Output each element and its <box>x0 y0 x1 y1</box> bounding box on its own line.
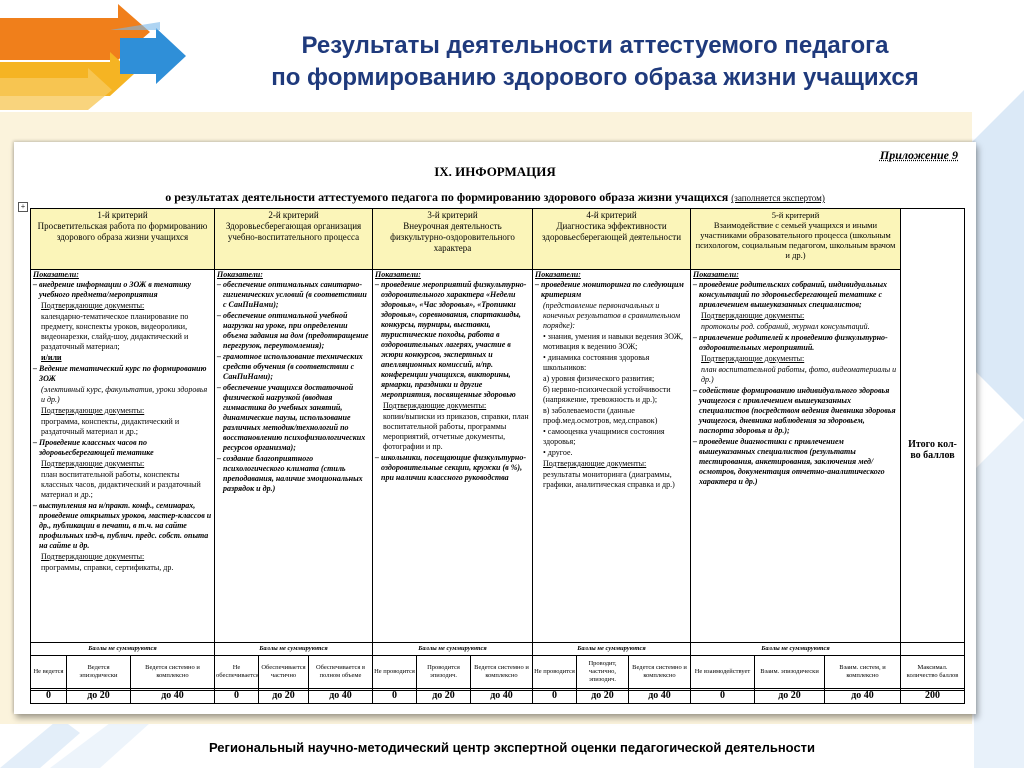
indicator-item: Подтверждающие документы: <box>701 311 805 320</box>
score-value-cell: 0 <box>31 689 67 704</box>
indicators-label: Показатели: <box>535 270 581 279</box>
decorative-arrows <box>0 0 200 110</box>
criterion-number: 4-й критерий <box>586 210 637 220</box>
criterion-number: 2-й критерий <box>268 210 319 220</box>
document-subtitle-text: о результатах деятельности аттестуемого педагога по формированию здорового образа жизни учащихся <box>165 190 729 204</box>
indicator-item: а) уровня физического развития; <box>543 374 655 383</box>
footer-text: Региональный научно-методический центр экспертной оценки педагогической деятельности <box>208 740 816 755</box>
indicator-item: – грамотное использование технических средств обучения (в соответствии с СанПиНами); <box>217 352 363 381</box>
indicator-list <box>375 280 530 483</box>
score-value-cell: до 20 <box>755 689 825 704</box>
score-value-cell: 0 <box>533 689 577 704</box>
score-values-row <box>31 689 965 704</box>
indicator-item: – проведение родительских собраний, индивидуальных консультаций по здоровьесберегающей тематике с привлечением вышеуказанных специалистов; <box>693 280 888 309</box>
slide-title <box>200 30 990 94</box>
criterion-number: 1-й критерий <box>97 210 148 220</box>
score-value-cell: до 40 <box>825 689 901 704</box>
score-label-cell: Проводит, частично, эпизодич. <box>577 656 629 689</box>
indicator-list <box>535 280 688 490</box>
score-label-cell: Ведется эпизодически <box>67 656 131 689</box>
criterion-2-indicators <box>215 270 373 691</box>
criterion-4-header <box>533 209 691 270</box>
indicator-item: Подтверждающие документы: <box>543 459 647 468</box>
indicator-list <box>693 280 898 487</box>
criterion-number: 5-й критерий <box>771 210 820 220</box>
document-scan <box>14 142 976 714</box>
indicator-list <box>33 280 212 573</box>
indicator-item: – содействие формированию индивидуального здоровья учащегося с привлечением вышеуказанных специалистов (посредством ведения дневника здоровья учащегося, дневника наблюдения за здоровьем, паспорта здоровья и др.); <box>693 386 896 435</box>
indicator-item: (элективный курс, факультатив, уроки здоровья и др.) <box>41 385 208 404</box>
appendix-label: Приложение 9 <box>879 148 958 162</box>
score-label-cell: Обеспечивается частично <box>259 656 309 689</box>
criterion-5-indicators <box>691 270 901 691</box>
score-value-cell: до 40 <box>131 689 215 704</box>
criterion-4-indicators <box>533 270 691 691</box>
score-label-cell: Обеспечивается в полном объеме <box>309 656 373 689</box>
indicator-item: – выступления на н/практ. конф., семинарах, проведение открытых уроков, мастер-классов и др., публикации в печати, в т.ч. на сайте профильных изд-в, публич. предс. собст. опыта на сайте и др. <box>33 501 212 550</box>
indicator-item: Подтверждающие документы: <box>41 406 145 415</box>
score-label-cell: Взаим. систем, и комплексно <box>825 656 901 689</box>
indicator-item: календарно-тематическое планирование по предмету, конспекты уроков, видеоролики, видеонарезки, слайд-шоу, дидактический и раздаточный материал; <box>41 312 189 351</box>
score-value-cell: до 20 <box>417 689 471 704</box>
criterion-name: Просветительская работа по формированию здорового образа жизни учащихся <box>37 221 208 242</box>
score-value-cell: 200 <box>901 689 965 704</box>
criterion-1-indicators <box>31 270 215 691</box>
not-summed-label: Баллы не суммируются <box>31 643 215 656</box>
indicator-item: Подтверждающие документы: <box>701 354 805 363</box>
indicator-item: Подтверждающие документы: <box>41 301 145 310</box>
indicator-item: – обеспечение учащихся достаточной физической нагрузкой (вводная гимнастика до учебных занятий, динамические паузы, использование различных методик/технологий по восстановлению психофизиологических ресурсов организма); <box>217 383 366 452</box>
indicator-item: программы, справки, сертификаты, др. <box>41 563 174 572</box>
document-subtitle-note: (заполняется экспертом) <box>731 193 825 203</box>
indicator-item: – обеспечение оптимальной учебной нагрузки на уроке, при определении объема задания на дом (предотвращение перегрузок, переутомления); <box>217 311 369 350</box>
score-value-cell: до 20 <box>577 689 629 704</box>
score-label-cell: Не ведется <box>31 656 67 689</box>
score-value-cell: 0 <box>373 689 417 704</box>
indicator-item: – проведение диагностики с привлечением вышеуказанных специалистов (результаты тестирования, анкетирования, заключения мед/осмотров, документация отчетно-аналитического характера и др.) <box>693 437 885 486</box>
score-label-cell: Ведется системно и комплексно <box>629 656 691 689</box>
indicator-item: план воспитательной работы, фото, видеоматериалы и др.) <box>701 365 897 384</box>
score-label-cell: Не обеспечивается <box>215 656 259 689</box>
indicator-item: – обеспечение оптимальных санитарно-гигиенических условий (в соответствии с СанПиНами); <box>217 280 367 309</box>
indicator-item: (представление первоначальных и конечных результатов в сравнительном порядке): <box>543 301 681 330</box>
indicator-item: – проведение мониторинга по следующим критериям <box>535 280 684 299</box>
total-score-header <box>901 209 965 691</box>
indicator-item: – школьники, посещающие физкультурно-оздоровительные секции, кружки (в %), при наличии классного руководства <box>375 453 527 482</box>
indicator-item: – проведение мероприятий физкультурно-оздоровительного характера «Недели здоровья», «Час здоровья», «Тропинки здоровья», соревнования, спартакиады, конкурсы, турниры, выставки, туристические походы, работа в оздоровительных лагерях, участие в жюри конкурсов, экспертных и апелляционных комиссий, н/пр. конференции учащихся, викторины, ярмарки, праздники и другие мероприятия, посвященные здоровью <box>375 280 527 399</box>
score-label-cell: Проводится эпизодич. <box>417 656 471 689</box>
indicator-item: план воспитательной работы, конспекты классных часов, дидактический и раздаточный материал и др.; <box>41 470 201 499</box>
indicator-item: Подтверждающие документы: <box>41 459 145 468</box>
total-score-label: Итого кол-во баллов <box>908 438 957 461</box>
indicators-label: Показатели: <box>375 270 421 279</box>
criteria-table <box>30 208 965 691</box>
score-value-cell: до 40 <box>471 689 533 704</box>
criterion-name: Взаимодействие с семьей учащихся и иными участниками образовательного процесса (школьным психологом, социальным педагогом, школьным врачом и др.) <box>695 220 896 260</box>
not-summed-label: Баллы не суммируются <box>533 643 691 656</box>
score-label-cell: Не проводится <box>533 656 577 689</box>
indicator-item: • другое. <box>543 448 573 457</box>
score-value-cell: до 20 <box>259 689 309 704</box>
score-label-cell: Максимал. количество баллов <box>901 656 965 689</box>
indicators-label: Показатели: <box>217 270 263 279</box>
indicator-item: • динамика состояния здоровья школьников: <box>543 353 650 372</box>
indicator-item: – создание благоприятного психологического климата (стиль преподавания, наличие эмоциональных разрядок и др.) <box>217 454 363 493</box>
slide-title-line-1: Результаты деятельности аттестуемого педагога <box>301 32 889 59</box>
slide-title-line-2: по формированию здорового образа жизни учащихся <box>271 64 919 91</box>
indicator-item: Подтверждающие документы: <box>41 552 145 561</box>
not-summed-label: Баллы не суммируются <box>691 643 901 656</box>
empty-cell <box>901 643 965 656</box>
criterion-3-header <box>373 209 533 270</box>
indicators-row <box>31 270 965 691</box>
score-value-cell: до 40 <box>309 689 373 704</box>
score-label-cell: Не проводится <box>373 656 417 689</box>
document-title: IX. ИНФОРМАЦИЯ <box>434 164 556 179</box>
score-label-cell: Ведется системно и комплексно <box>131 656 215 689</box>
score-label-cell: Не взаимодействует <box>691 656 755 689</box>
score-label-cell: Ведется системно и комплексно <box>471 656 533 689</box>
expand-icon[interactable]: + <box>18 202 28 212</box>
criteria-header-row <box>31 209 965 270</box>
criterion-1-header <box>31 209 215 270</box>
indicator-list <box>217 280 370 494</box>
indicator-item: в) заболеваемости (данные проф.мед.осмотров, мед.справок) <box>543 406 658 425</box>
indicators-label: Показатели: <box>693 270 739 279</box>
document-subtitle <box>14 190 976 205</box>
criterion-name: Диагностика эффективности здоровьесберегающей деятельности <box>541 221 682 242</box>
criterion-name: Здоровьесберегающая организация учебно-воспитательного процесса <box>225 221 362 242</box>
indicator-item: б) нервно-психической устойчивости (напряжение, тревожность и др.); <box>543 385 671 404</box>
criterion-name: Внеурочная деятельность физкультурно-оздоровительного характера <box>390 221 515 253</box>
not-summed-label: Баллы не суммируются <box>215 643 373 656</box>
scores-table <box>30 642 965 704</box>
score-value-cell: 0 <box>215 689 259 704</box>
indicator-item: – привлечение родителей к проведению физкультурно-оздоровительных мероприятий. <box>693 333 888 352</box>
indicator-item: программа, конспекты, дидактический и раздаточный материал и др.; <box>41 417 180 436</box>
score-labels-row <box>31 656 965 689</box>
criterion-3-indicators <box>373 270 533 691</box>
indicator-item: Подтверждающие документы: <box>383 401 487 410</box>
indicator-item: – Ведение тематический курс по формированию ЗОЖ <box>33 364 207 383</box>
score-label-cell: Взаим. эпизодически <box>755 656 825 689</box>
not-summed-label: Баллы не суммируются <box>373 643 533 656</box>
indicator-item: • знания, умения и навыки ведения ЗОЖ, мотивация к ведению ЗОЖ; <box>543 332 684 351</box>
score-value-cell: 0 <box>691 689 755 704</box>
criterion-number: 3-й критерий <box>427 210 478 220</box>
criterion-2-header <box>215 209 373 270</box>
indicators-label: Показатели: <box>33 270 79 279</box>
indicator-item: – Проведение классных часов по здоровьесберегающей тематике <box>33 438 154 457</box>
criterion-5-header <box>691 209 901 270</box>
indicator-item: и/или <box>41 353 62 362</box>
not-summed-row <box>31 643 965 656</box>
indicator-item: – внедрение информации о ЗОЖ в тематику учебного предмета/мероприятия <box>33 280 192 299</box>
score-value-cell: до 40 <box>629 689 691 704</box>
indicator-item: протоколы род. собраний, журнал консультаций. <box>701 322 870 331</box>
indicator-item: копии/выписки из приказов, справки, план воспитательной работы, программы мероприятий, отчетные документы, фотографии и пр. <box>383 412 529 451</box>
indicator-item: результаты мониторинга (диаграммы, графики, аналитическая справка и др.) <box>543 470 675 489</box>
indicator-item: • самооценка учащимися состояния здоровья; <box>543 427 665 446</box>
score-value-cell: до 20 <box>67 689 131 704</box>
